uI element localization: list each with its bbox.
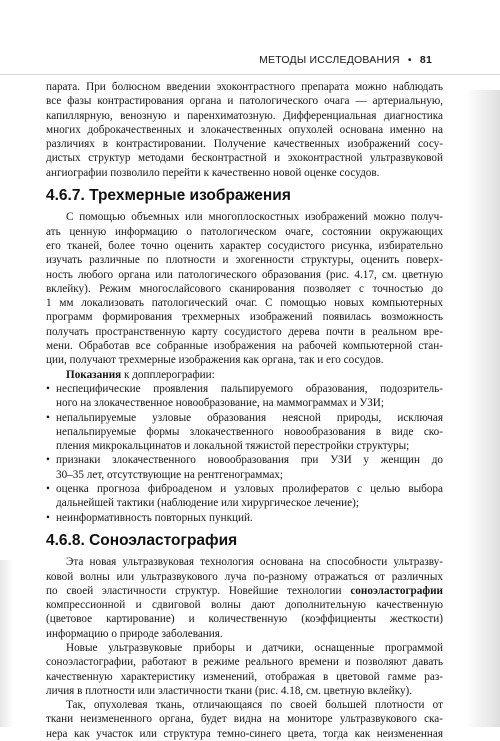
text-line: вклейку). Режим многослайсового сканирования позволяет с точностью до [46, 282, 443, 295]
text-line: нера как участок или структура темно-синего цвета, тогда как неизмененная [46, 727, 443, 740]
section-4-6-8-paragraph-2 [46, 641, 443, 698]
page-body [46, 80, 443, 741]
text-line: ткани неизмененного органа, будет видна на мониторе ультразвукового ска- [46, 713, 443, 726]
text-line: получать пространственную карту сосудистого дерева почти в реальном вре- [46, 325, 443, 338]
list-item: • признаки злокачественного новообразования при УЗИ у женщин до [46, 453, 443, 467]
header-rule [0, 74, 500, 75]
text-line: компрессионной и сдвиговой волны дают дополнительную качественную [46, 599, 443, 612]
text-line: различиях в контрастировании. Получение качественных изображений сосу- [46, 138, 443, 151]
section-heading-4-6-7: 4.6.7. Трехмерные изображения [46, 187, 291, 205]
list-item-continuation: ного на злокачественное новообразование, на маммограммах и УЗИ; [56, 397, 384, 410]
text-line: изучать различные по плотности и эхогенности структуры, оценить поверх- [46, 254, 443, 267]
text-line: его тканей, более точно оценить характер сосудистого рисунка, избирательно [46, 239, 443, 252]
text-line: программ формирования трехмерных изображений появилась возможность [46, 311, 443, 324]
text-line: Эта новая ультразвуковая технология основана на способности ультразву- [66, 556, 443, 569]
text-line: соноэластографии, работают в режиме реального времени и позволяют давать [46, 656, 443, 669]
running-header-title: МЕТОДЫ ИССЛЕДОВАНИЯ [259, 54, 400, 66]
list-item-continuation: 30–35 лет, отсутствующие на рентгенограммах; [56, 468, 284, 481]
text-line: (цветовое картирование) и количественную (коэффициенты жесткости) [46, 613, 443, 626]
intro-paragraph [46, 80, 443, 180]
text-line: капиллярную, венозную и паренхиматозную. Дифференциальная диагностика [46, 109, 443, 122]
page-number: 81 [419, 54, 432, 66]
section-4-6-8-paragraph-1 [46, 555, 443, 641]
list-item: • неинформативность повторных пункций. [46, 511, 443, 525]
text-line: личия в плотности или эластичности ткани (рис. 4.18, см. цветную вклейку). [46, 684, 413, 697]
text-line: 1 мм локализовать патологический очаг. С помощью новых компьютерных [46, 297, 443, 310]
text-line: ать ценную информацию о патологическом очаге, состоянии окружающих [46, 225, 443, 238]
page-edge-shadow [466, 90, 500, 727]
section-4-6-7-paragraph [46, 210, 443, 367]
text-line: ции, получают трехмерные изображения как органа, так и его сосудов. [46, 354, 384, 367]
text-line: парата. При болюсном введении эхоконтрастного препарата можно наблюдать [46, 81, 443, 93]
text-line: ность любого органа или патологического образования (рис. 4.17, см. цветную [46, 268, 443, 281]
indications-list [46, 382, 443, 525]
text-line: дистых структур методами бесконтрастной и эхоконтрастной ультразвуковой [46, 152, 443, 165]
running-header-bullet: • [407, 54, 412, 66]
text-fragment: по своей эластичности структур. Новейшие технологии [46, 584, 351, 597]
list-item-continuation: пления микрокальцинатов и локальной тяжистой перестройки структуры; [56, 440, 410, 453]
text-line: Так, опухолевая ткань, отличающаяся по своей большей плотности от [66, 699, 443, 712]
text-line: все фазы контрастирования органа и патологического очага — артериальную, [46, 95, 443, 108]
section-4-6-8-paragraph-3 [46, 698, 443, 741]
text-line: Новые ультразвуковые приборы и датчики, оснащенные программой [66, 641, 443, 654]
indications-line [46, 368, 443, 382]
section-heading-4-6-8: 4.6.8. Соноэластография [46, 531, 238, 549]
text-line: ангиографии позволило перейти к качественно новой оценке сосудов. [46, 166, 380, 179]
indications-label: Показания [66, 368, 122, 381]
indications-text: к допплерографии: [121, 368, 215, 381]
running-header [0, 54, 432, 66]
page-edge-shadow-left [0, 560, 14, 727]
text-line: информацию о природе заболевания. [46, 627, 223, 640]
text-line [46, 584, 443, 598]
text-line: качественную характеристику изменений, отображая в цветовой гамме раз- [46, 670, 443, 683]
list-item-continuation: непальпируемые формы злокачественного новообразования в виде ско- [56, 425, 443, 438]
text-line: ковой волны или ультразвукового луча по-разному отражаться от различных [46, 570, 443, 583]
list-item: • оценка прогноза фиброаденом и узловых пролифератов с целью выбора [46, 482, 443, 496]
list-item: • непальпируемые узловые образования неясной природы, исключая [46, 411, 443, 425]
text-line: мени. Обработав все собранные изображения на рабочей компьютерной стан- [46, 340, 443, 353]
term-sonoelastography: соноэластографии [350, 584, 443, 597]
list-item-continuation: дальнейшей тактики (наблюдение или хирургическое лечение); [56, 497, 359, 510]
text-line: многих доброкачественных и злокачественных опухолей основана именно на [46, 123, 443, 136]
list-item: • неспецифические проявления пальпируемого образования, подозритель- [46, 382, 443, 396]
text-line: С помощью объемных или многоплоскостных изображений можно получ- [66, 211, 443, 224]
